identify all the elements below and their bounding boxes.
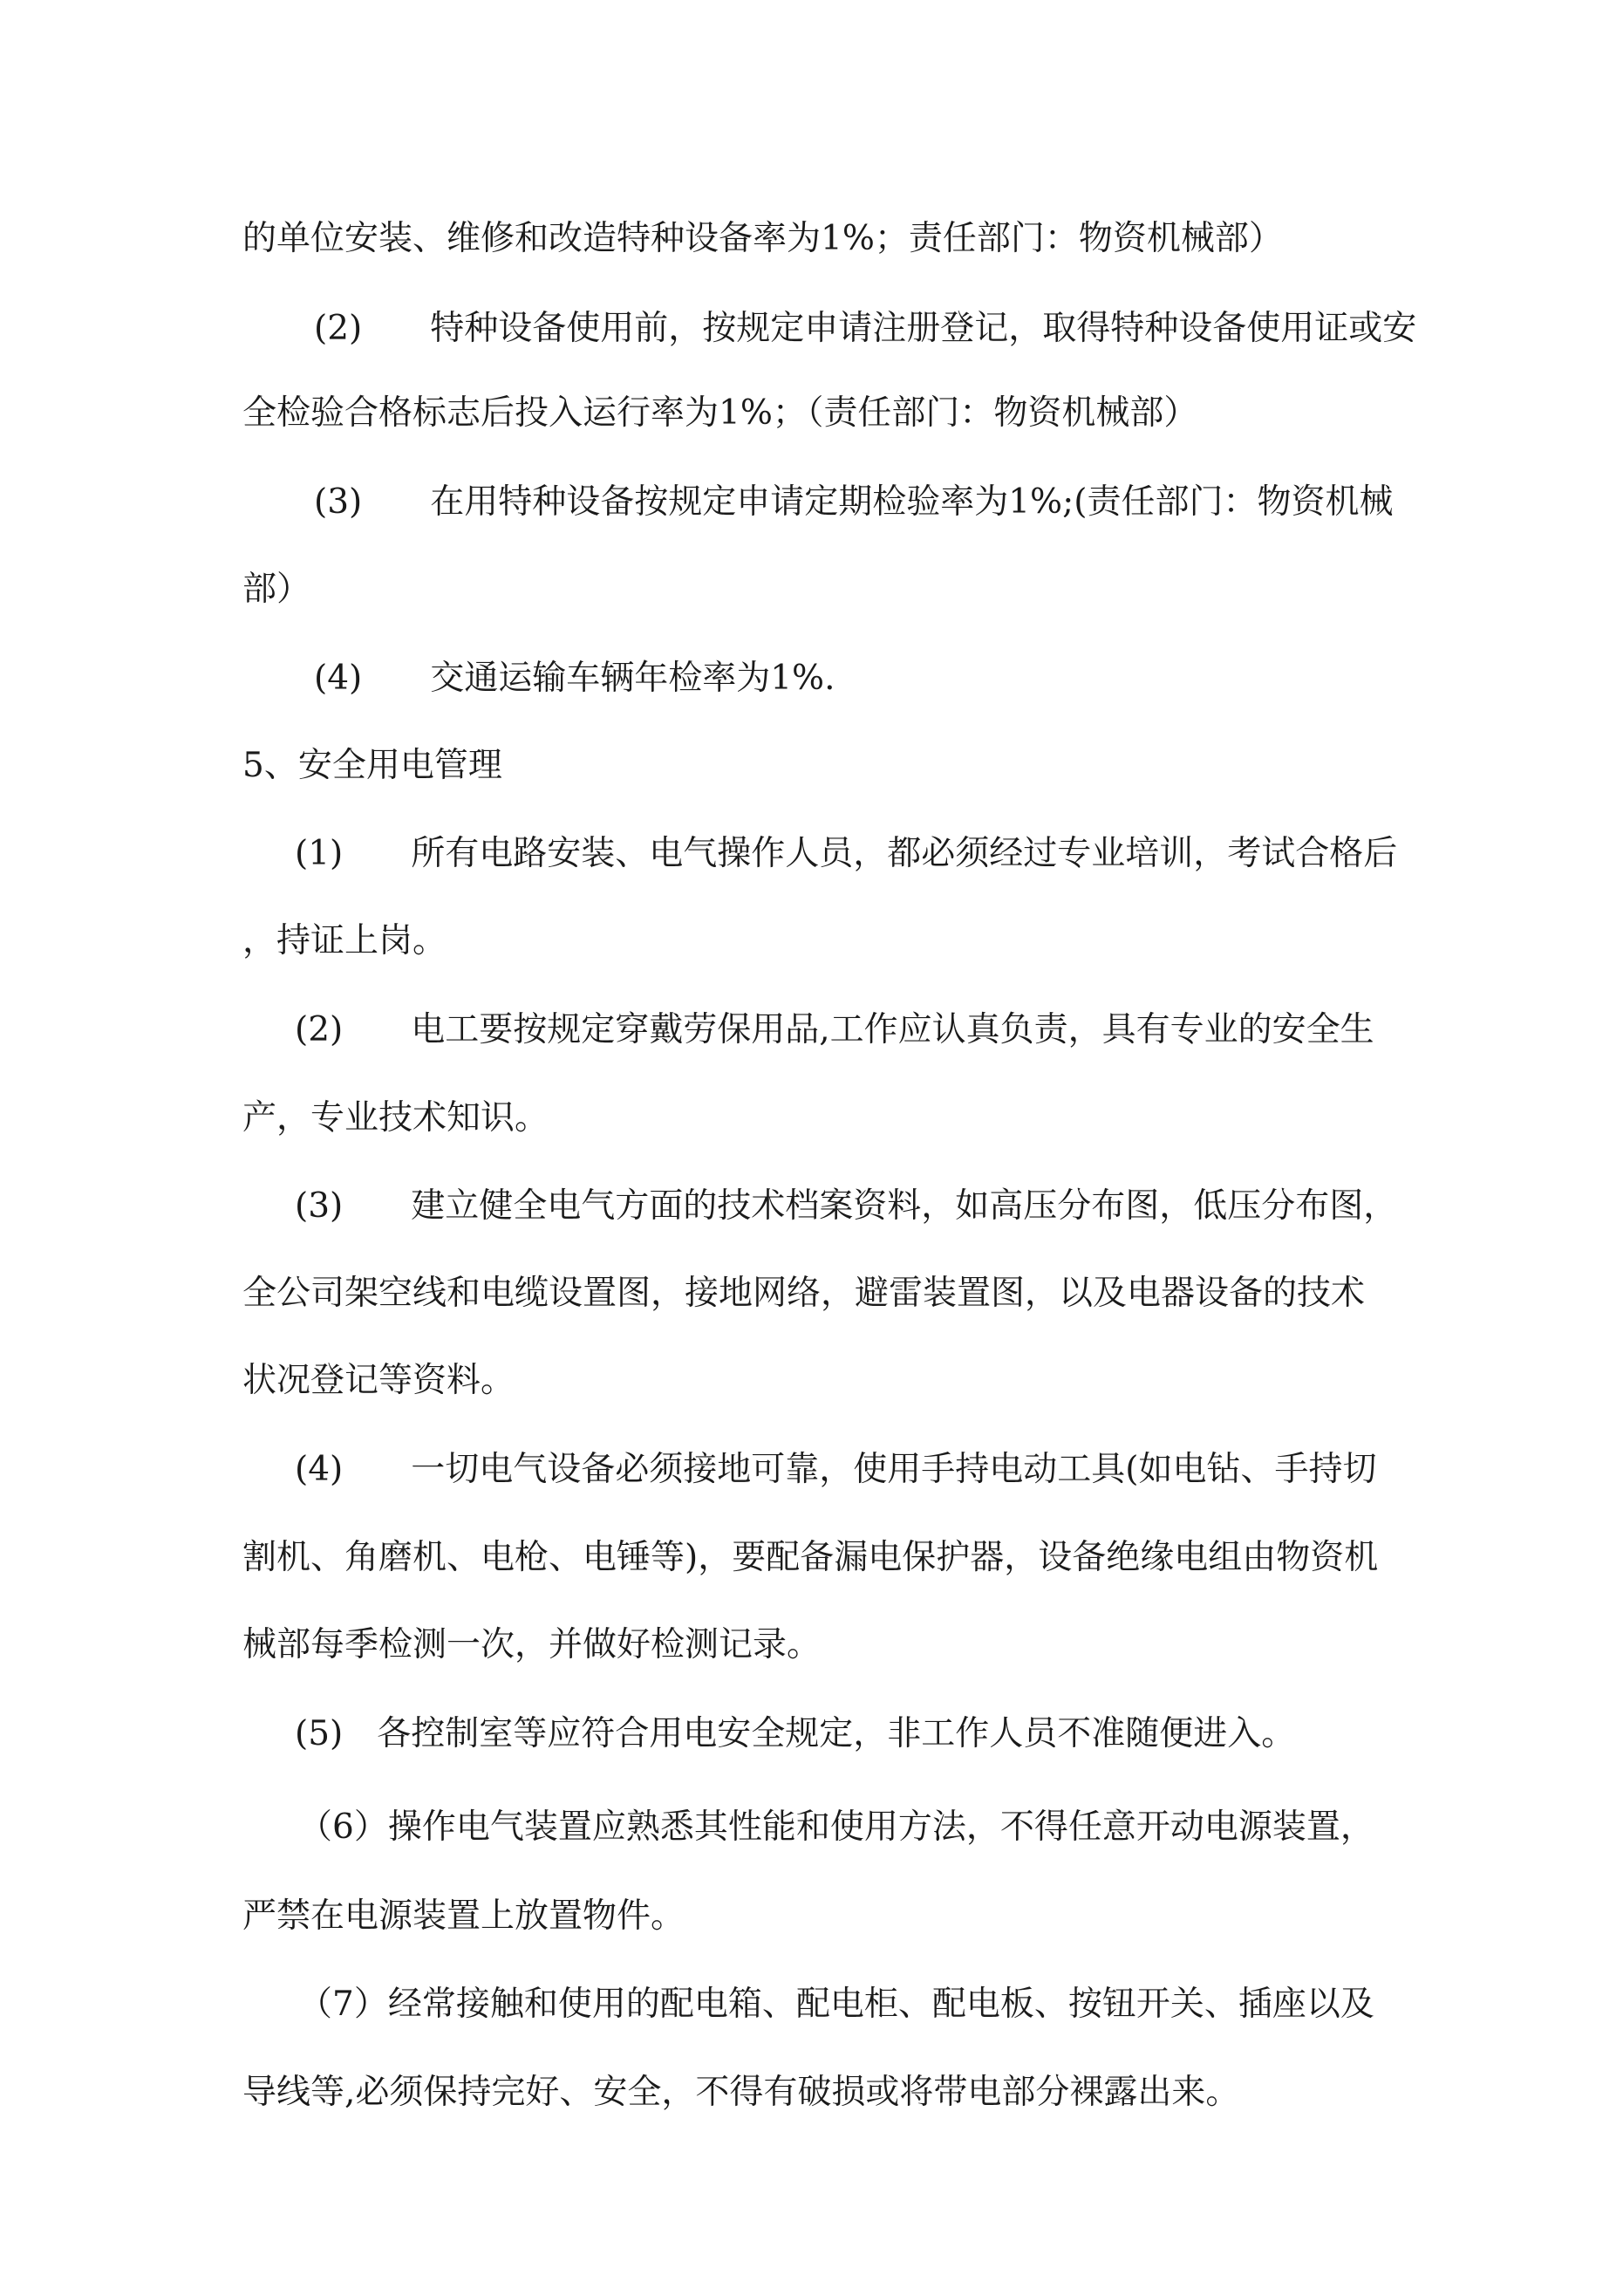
text-line-17: 械部每季检测一次，并做好检测记录。: [242, 1625, 822, 1664]
item-line-6: (4) 交通运输车辆年检率为1%.: [314, 659, 835, 698]
item-line-10: (2) 电工要按规定穿戴劳保用品,工作应认真负责，具有专业的安全生: [295, 1010, 1374, 1049]
item-line-8: (1) 所有电路安装、电气操作人员，都必须经过专业培训，考试合格后: [295, 834, 1398, 873]
text-line-3: 全检验合格标志后投入运行率为1%；（责任部门：物资机械部）: [242, 393, 1198, 433]
text-line-14: 状况登记等资料。: [242, 1361, 515, 1400]
item-line-2: (2) 特种设备使用前，按规定申请注册登记，取得特种设备使用证或安: [314, 309, 1417, 348]
text-line-22: 导线等,必须保持完好、安全，不得有破损或将带电部分裸露出来。: [242, 2073, 1240, 2112]
text-line-1: 的单位安装、维修和改造特种设备率为1%；责任部门：物资机械部）: [242, 219, 1283, 258]
item-line-4: (3) 在用特种设备按规定申请定期检验率为1%;(责任部门：物资机械: [314, 482, 1394, 522]
item-line-21: （7）经常接触和使用的配电箱、配电柜、配电板、按钮开关、插座以及: [298, 1985, 1374, 2024]
text-line-11: 产，专业技术知识。: [242, 1098, 549, 1138]
item-line-15: (4) 一切电气设备必须接地可靠，使用手持电动工具(如电钻、手持切: [295, 1450, 1377, 1489]
item-line-19: （6）操作电气装置应熟悉其性能和使用方法，不得任意开动电源装置，: [298, 1807, 1374, 1847]
text-line-20: 严禁在电源装置上放置物件。: [242, 1896, 685, 1936]
text-line-13: 全公司架空线和电缆设置图，接地网络，避雷装置图，以及电器设备的技术: [242, 1274, 1366, 1313]
item-line-12: (3) 建立健全电气方面的技术档案资料，如高压分布图，低压分布图，: [295, 1186, 1398, 1226]
text-line-5: 部）: [242, 570, 311, 609]
section-heading: 5、安全用电管理: [242, 746, 502, 785]
text-line-16: 割机、角磨机、电枪、电锤等)，要配备漏电保护器，设备绝缘电组由物资机: [242, 1538, 1379, 1577]
item-line-18: (5) 各控制室等应符合用电安全规定，非工作人员不准随便进入。: [295, 1714, 1296, 1753]
text-line-9: ，持证上岗。: [242, 921, 447, 960]
